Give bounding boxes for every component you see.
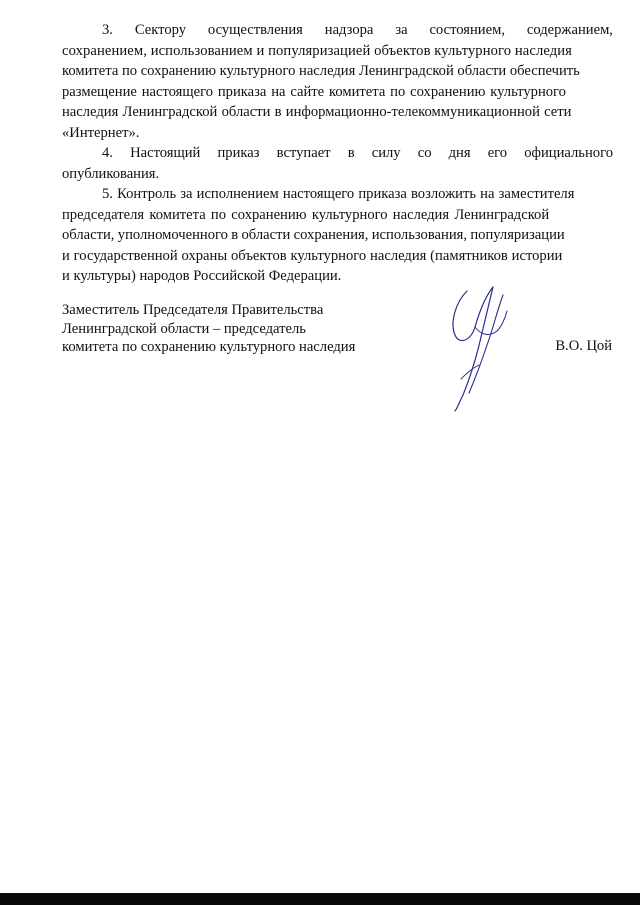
paragraph-4 [62,143,613,184]
word: дня [448,145,471,161]
word: его [487,145,508,161]
word: 3. [102,22,113,38]
paragraph-3-line-5: наследия Ленинградской области в информационно-телекоммуникационной сети [62,104,572,120]
paragraph-5-line-5: и культуры) народов Российской Федерации. [62,268,342,284]
paragraph-3-line-1 [62,20,613,41]
word: за [395,22,408,38]
paragraph-5-line-1: 5. Контроль за исполнением настоящего приказа возложить на заместителя [102,186,575,202]
word: в [347,145,355,161]
paragraph-5 [62,184,613,287]
signatory-position-line-2: Ленинградской области – председатель [62,320,306,337]
word: приказ [217,145,260,161]
paragraph-3-line-3: комитета по сохранению культурного наследия Ленинградской области обеспечить [62,63,580,79]
paragraph-5-line-3: области, уполномоченного в области сохранения, использования, популяризации [62,227,565,243]
signatory-position-line-1: Заместитель Председателя Правительства [62,302,324,318]
word: официального [524,145,613,161]
word: осуществления [207,22,303,38]
word: надзора [324,22,374,38]
paragraph-3-line-6: «Интернет». [62,124,140,141]
word: содержанием, [526,22,613,38]
handwritten-signature [445,283,520,413]
word: Сектору [134,22,187,38]
word: 4. [102,145,113,161]
paragraph-3-line-4: размещение настоящего приказа на сайте комитета по сохранению культурного [62,83,566,100]
word: Настоящий [130,145,201,161]
signer-name: В.О. Цой [555,338,612,354]
word: со [417,145,432,161]
signatory-position [62,301,355,357]
scan-bottom-edge [0,893,640,905]
paragraph-3 [62,20,613,143]
word: состоянием, [429,22,505,38]
paragraph-4-line-1 [62,143,613,164]
paragraph-5-line-2: председателя комитета по сохранению культурного наследия Ленинградской [62,206,550,223]
word: вступает [276,145,331,161]
paragraph-5-line-4: и государственной охраны объектов культурного наследия (памятников истории [62,247,563,264]
paragraph-3-line-2: сохранением, использованием и популяризацией объектов культурного наследия [62,42,572,59]
paragraph-4-line-2: опубликования. [62,165,160,182]
signatory-position-line-3: комитета по сохранению культурного наследия [62,339,356,355]
word: силу [371,145,401,161]
